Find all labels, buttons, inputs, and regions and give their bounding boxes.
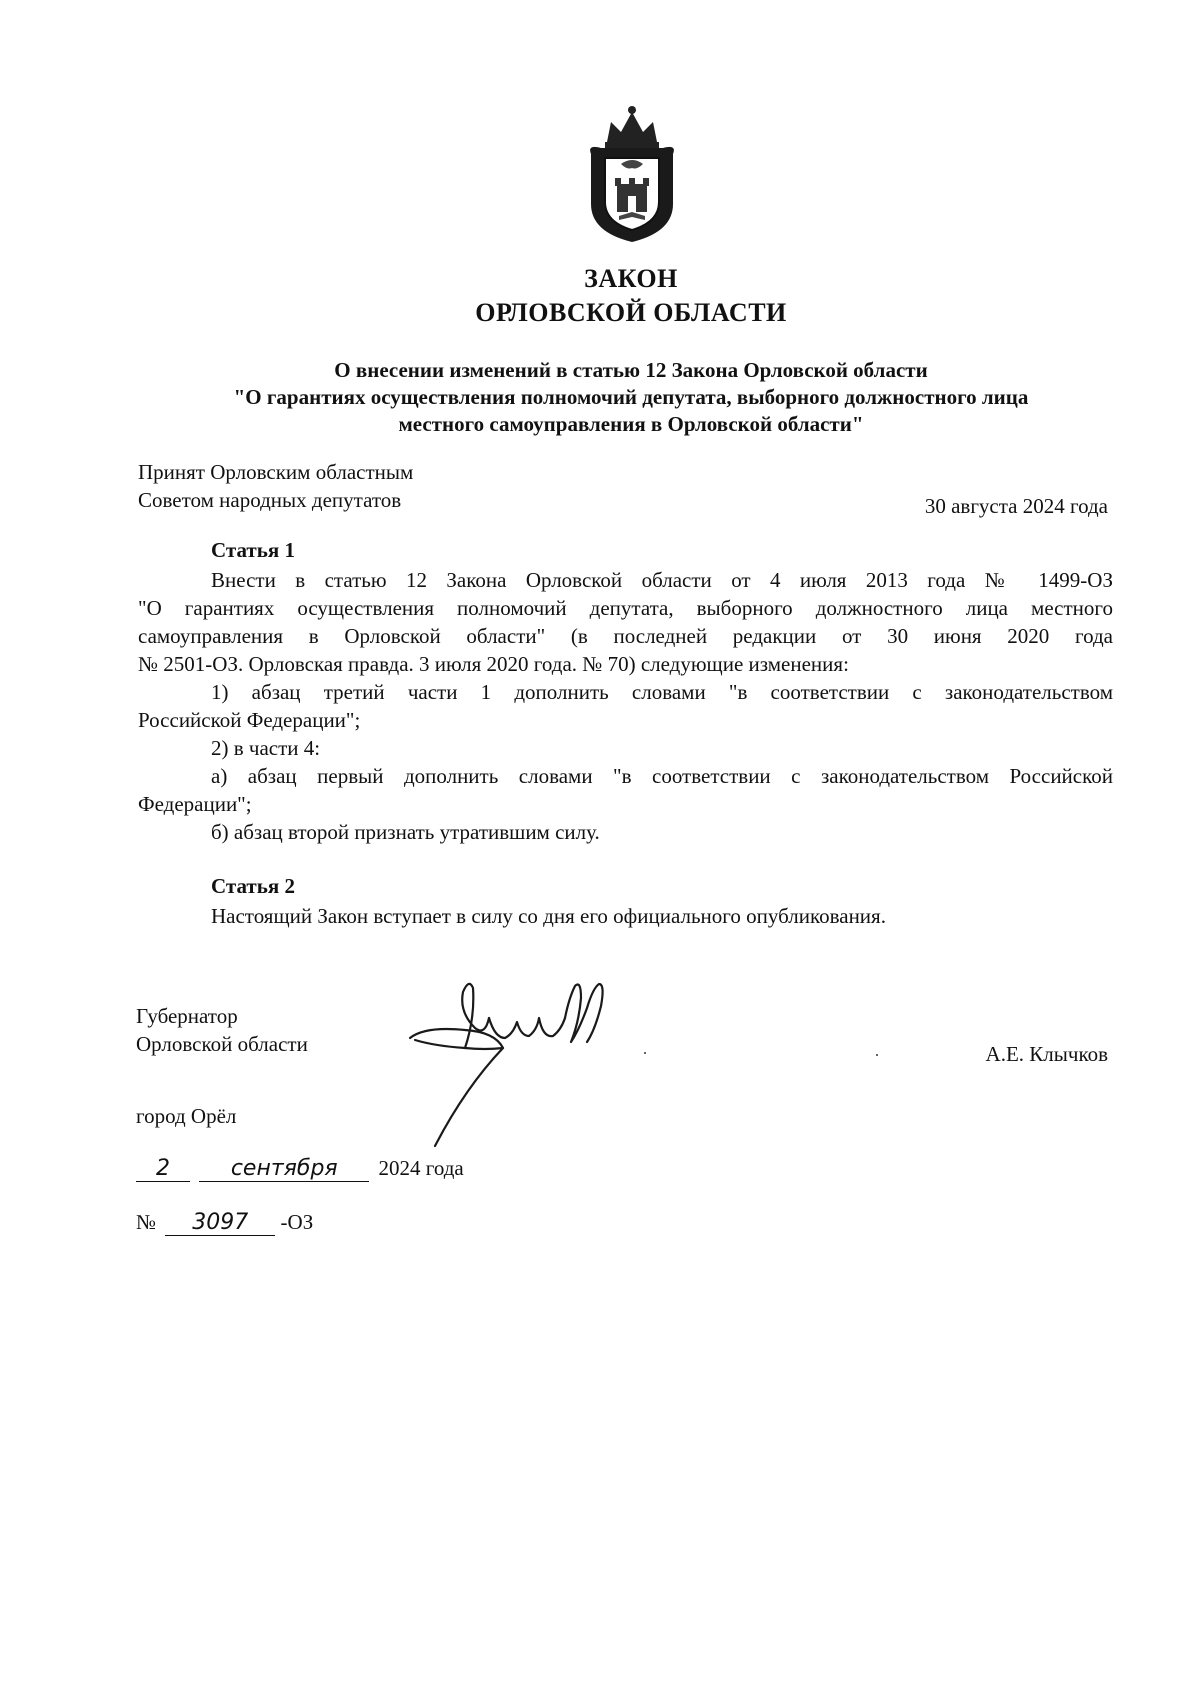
article-1-item-2: 2) в части 4: (211, 736, 321, 760)
article-1-item-2a-line: Федерации"; (138, 792, 252, 816)
article-1-item-1-line: Российской Федерации"; (138, 708, 361, 732)
coat-of-arms-emblem (577, 104, 687, 244)
signing-date-day: 2 (136, 1157, 190, 1182)
law-number-suffix: -ОЗ (280, 1210, 314, 1234)
document-title-law: ЗАКОН (584, 264, 678, 293)
signatory-position-line-2: Орловской области (136, 1032, 308, 1056)
article-1-paragraph-line: "О гарантиях осуществления полномочий депутата, выборного должностного лица местного (138, 596, 1113, 620)
signing-date (136, 1154, 464, 1182)
adoption-body-line-2: Советом народных депутатов (138, 488, 402, 512)
law-subject-line-3: местного самоуправления в Орловской области" (398, 412, 864, 436)
article-1-item-2a-line: а) абзац первый дополнить словами "в соответствии с законодательством Российской (211, 764, 1113, 788)
scan-speck (644, 1052, 646, 1054)
article-1-item-2b: б) абзац второй признать утратившим силу. (211, 820, 600, 844)
article-1-paragraph-line: № 2501-ОЗ. Орловская правда. 3 июля 2020 года. № 70) следующие изменения: (138, 652, 849, 676)
place-of-signing: город Орёл (136, 1104, 237, 1128)
article-1-paragraph-line: Внести в статью 12 Закона Орловской области от 4 июля 2013 года № 1499-ОЗ (211, 568, 1113, 592)
law-number-prefix: № (136, 1210, 157, 1234)
law-number-value: 3097 (165, 1211, 275, 1236)
adoption-date: 30 августа 2024 года (924, 494, 1108, 518)
law-number (136, 1208, 313, 1236)
law-subject-line-1: О внесении изменений в статью 12 Закона Орловской области (334, 358, 928, 382)
article-1-item-1-line: 1) абзац третий части 1 дополнить словами "в соответствии с законодательством (211, 680, 1113, 704)
signatory-name: А.Е. Клычков (985, 1042, 1108, 1066)
adoption-body-line-1: Принят Орловским областным (138, 460, 414, 484)
scan-speck (876, 1054, 878, 1056)
article-1-paragraph-line: самоуправления в Орловской области" (в последней редакции от 30 июня 2020 года (138, 624, 1113, 648)
signing-date-month: сентября (199, 1157, 369, 1182)
article-1-heading: Статья 1 (211, 538, 295, 562)
law-subject-line-2: "О гарантиях осуществления полномочий депутата, выборного должностного лица (233, 385, 1029, 409)
signing-date-year: 2024 года (378, 1156, 464, 1180)
article-2-text: Настоящий Закон вступает в силу со дня его официального опубликования. (211, 904, 886, 928)
document-title-region: ОРЛОВСКОЙ ОБЛАСТИ (475, 298, 787, 327)
signatory-position-line-1: Губернатор (136, 1004, 238, 1028)
handwritten-signature (405, 978, 645, 1148)
article-2-heading: Статья 2 (211, 874, 295, 898)
